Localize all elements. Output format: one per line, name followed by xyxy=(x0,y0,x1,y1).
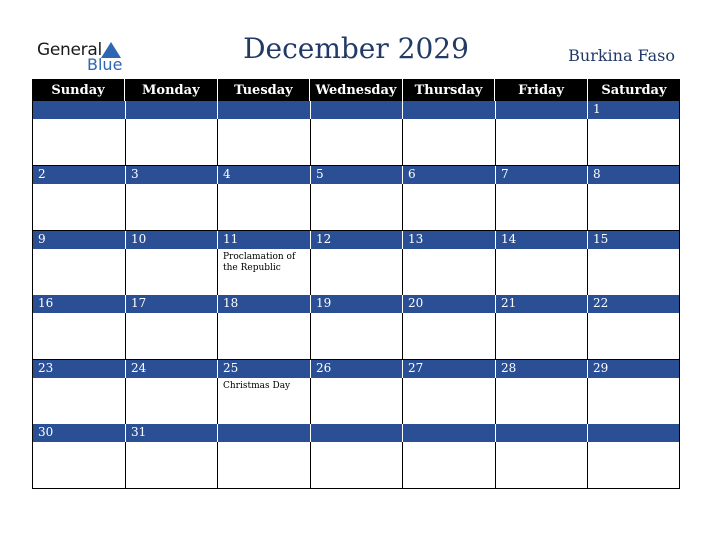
day-cell xyxy=(310,101,402,165)
band-divider xyxy=(587,424,588,442)
day-number: 15 xyxy=(593,232,609,246)
day-cell xyxy=(402,424,495,488)
band-divider xyxy=(587,166,588,184)
band-divider xyxy=(125,295,126,313)
band-divider xyxy=(402,231,403,249)
band-divider xyxy=(217,424,218,442)
band-divider xyxy=(402,101,403,119)
band-divider xyxy=(587,231,588,249)
band-divider xyxy=(495,295,496,313)
day-cell xyxy=(310,231,402,295)
day-number: 21 xyxy=(501,296,517,310)
band-divider xyxy=(402,166,403,184)
weekday-friday: Friday xyxy=(495,79,588,101)
band-divider xyxy=(125,101,126,119)
day-cell xyxy=(587,231,680,295)
band-divider xyxy=(310,360,311,378)
calendar-week-row xyxy=(32,295,680,360)
day-cell xyxy=(587,166,680,230)
day-number: 25 xyxy=(223,361,239,375)
day-number: 18 xyxy=(223,296,239,310)
band-divider xyxy=(402,424,403,442)
band-divider xyxy=(125,360,126,378)
day-number: 28 xyxy=(501,361,517,375)
day-number: 5 xyxy=(316,167,324,181)
day-cell xyxy=(495,424,587,488)
day-cell xyxy=(125,424,217,488)
day-number: 24 xyxy=(131,361,147,375)
day-number: 20 xyxy=(408,296,424,310)
holiday-label: Proclamation of the Republic xyxy=(223,252,296,273)
day-cell xyxy=(402,295,495,359)
day-number: 14 xyxy=(501,232,517,246)
band-divider xyxy=(587,101,588,119)
grid-right-border xyxy=(679,101,680,166)
day-number: 6 xyxy=(408,167,416,181)
day-cell xyxy=(310,360,402,424)
day-cell xyxy=(125,295,217,359)
page-title: December 2029 xyxy=(243,32,469,65)
day-number: 26 xyxy=(316,361,332,375)
day-cell xyxy=(587,295,680,359)
day-number: 10 xyxy=(131,232,147,246)
day-cell xyxy=(32,101,125,165)
holiday-label: Christmas Day xyxy=(223,381,291,391)
day-cell xyxy=(495,295,587,359)
day-number: 8 xyxy=(593,167,601,181)
day-cell xyxy=(32,166,125,230)
day-cell xyxy=(125,360,217,424)
day-cell xyxy=(310,295,402,359)
day-cell xyxy=(587,360,680,424)
day-cell xyxy=(217,101,310,165)
band-divider xyxy=(310,424,311,442)
grid-right-border xyxy=(679,295,680,360)
band-divider xyxy=(310,101,311,119)
calendar-week-row xyxy=(32,101,680,166)
grid-right-border xyxy=(679,166,680,231)
day-cell xyxy=(495,231,587,295)
calendar-week-row xyxy=(32,231,680,296)
day-cell xyxy=(402,101,495,165)
day-cell xyxy=(125,231,217,295)
band-divider xyxy=(217,360,218,378)
day-number: 7 xyxy=(501,167,509,181)
day-cell xyxy=(495,166,587,230)
day-cell xyxy=(217,360,310,424)
day-number: 27 xyxy=(408,361,424,375)
day-number: 31 xyxy=(131,425,147,439)
band-divider xyxy=(402,360,403,378)
day-cell xyxy=(32,295,125,359)
weekday-thursday: Thursday xyxy=(402,79,495,101)
day-cell xyxy=(217,166,310,230)
day-number: 12 xyxy=(316,232,332,246)
day-number: 22 xyxy=(593,296,609,310)
day-cell xyxy=(125,166,217,230)
day-cell xyxy=(402,231,495,295)
day-number: 11 xyxy=(223,232,239,246)
day-cell xyxy=(217,424,310,488)
country-label: Burkina Faso xyxy=(568,46,675,65)
day-cell xyxy=(32,360,125,424)
band-divider xyxy=(402,295,403,313)
band-divider xyxy=(217,231,218,249)
day-number: 2 xyxy=(38,167,46,181)
band-divider xyxy=(125,231,126,249)
grid-right-border xyxy=(679,231,680,296)
band-divider xyxy=(495,360,496,378)
day-number: 4 xyxy=(223,167,231,181)
day-cell xyxy=(495,101,587,165)
day-number: 29 xyxy=(593,361,609,375)
grid-right-border xyxy=(679,360,680,425)
band-divider xyxy=(125,166,126,184)
day-cell xyxy=(310,424,402,488)
calendar-week-row xyxy=(32,166,680,231)
band-divider xyxy=(217,101,218,119)
day-number: 9 xyxy=(38,232,46,246)
day-number: 3 xyxy=(131,167,139,181)
band-divider xyxy=(495,231,496,249)
day-cell xyxy=(217,295,310,359)
day-cell xyxy=(587,424,680,488)
calendar-week-row xyxy=(32,360,680,425)
logo-general-text: General xyxy=(37,40,102,60)
band-divider xyxy=(495,101,496,119)
day-number: 1 xyxy=(593,102,601,116)
day-cell xyxy=(217,231,310,295)
day-number: 16 xyxy=(38,296,54,310)
grid-right-border xyxy=(679,424,680,489)
weekday-monday: Monday xyxy=(125,79,218,101)
band-divider xyxy=(217,295,218,313)
day-cell xyxy=(310,166,402,230)
band-divider xyxy=(310,295,311,313)
day-number: 19 xyxy=(316,296,332,310)
band-divider xyxy=(495,166,496,184)
band-divider xyxy=(125,424,126,442)
band-divider xyxy=(495,424,496,442)
band-divider xyxy=(217,166,218,184)
day-number: 17 xyxy=(131,296,147,310)
weekday-header xyxy=(32,79,680,101)
day-cell xyxy=(495,360,587,424)
band-divider xyxy=(310,231,311,249)
day-cell xyxy=(587,101,680,165)
band-divider xyxy=(310,166,311,184)
weekday-tuesday: Tuesday xyxy=(217,79,310,101)
logo-blue-text: Blue xyxy=(87,55,123,74)
band-divider xyxy=(587,295,588,313)
day-number: 13 xyxy=(408,232,424,246)
day-cell xyxy=(125,101,217,165)
weekday-saturday: Saturday xyxy=(587,79,680,101)
day-cell xyxy=(32,424,125,488)
band-divider xyxy=(587,360,588,378)
day-cell xyxy=(402,166,495,230)
calendar-week-row xyxy=(32,424,680,489)
weekday-sunday: Sunday xyxy=(32,79,125,101)
day-cell xyxy=(32,231,125,295)
weekday-wednesday: Wednesday xyxy=(310,79,403,101)
grid-row-border xyxy=(32,488,680,489)
day-number: 23 xyxy=(38,361,54,375)
day-cell xyxy=(402,360,495,424)
day-number: 30 xyxy=(38,425,54,439)
